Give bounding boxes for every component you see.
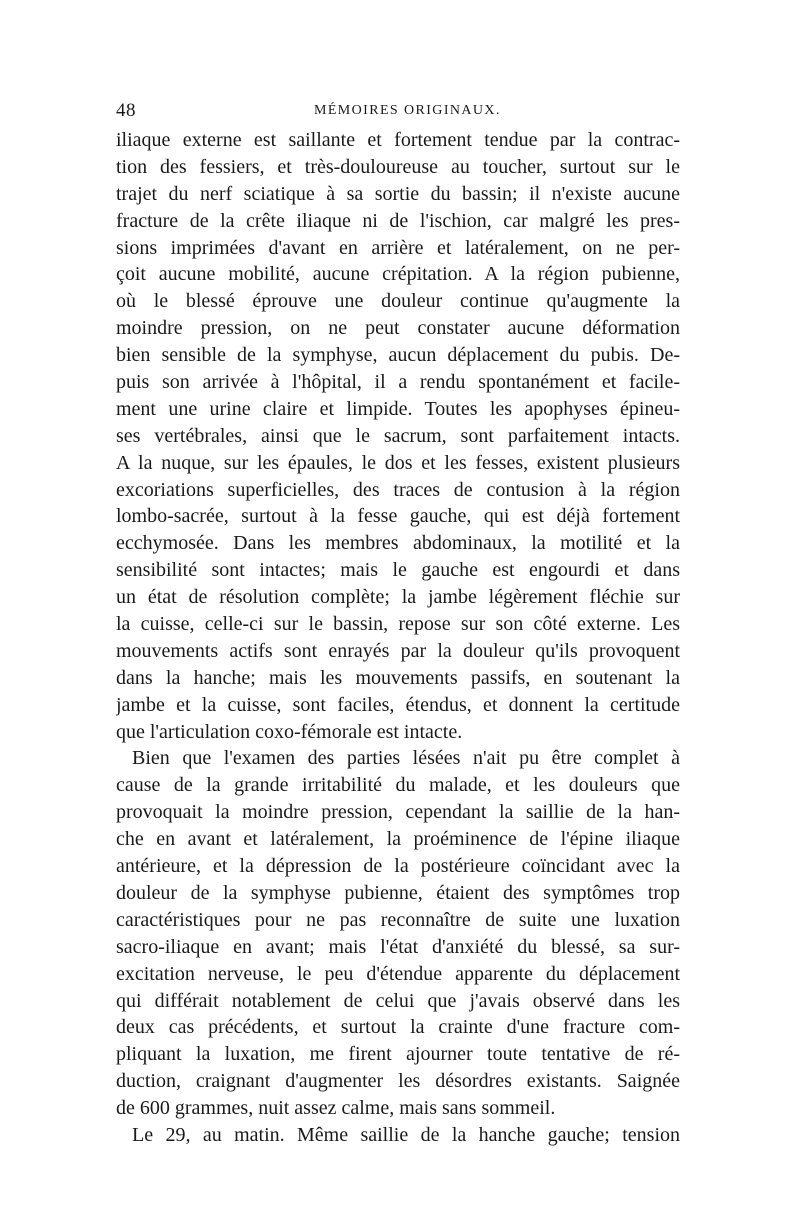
paragraph-start-line: Bien que l'examen des parties lésées n'ait pu être complet à — [132, 747, 680, 770]
text-line: mouvements actifs sont enrayés par la douleur qu'ils provoquent — [116, 639, 680, 662]
running-head: MÉMOIRES ORIGINAUX. — [314, 103, 501, 118]
text-line: che en avant et latéralement, la proéminence de l'épine iliaque — [116, 828, 680, 851]
text-line: excitation nerveuse, le peu d'étendue apparente du déplacement — [116, 962, 680, 985]
text-line: la cuisse, celle-ci sur le bassin, repose sur son côté externe. Les — [116, 613, 680, 636]
text-line: ment une urine claire et limpide. Toutes les apophyses épineu- — [116, 397, 680, 420]
text-line: tion des fessiers, et très-douloureuse au toucher, surtout sur le — [116, 155, 680, 178]
text-line: excoriations superficielles, des traces de contusion à la région — [116, 478, 680, 501]
text-line: où le blessé éprouve une douleur continue qu'augmente la — [116, 290, 680, 313]
text-line: sacro-iliaque en avant; mais l'état d'anxiété du blessé, sa sur- — [116, 935, 680, 958]
text-line: ecchymosée. Dans les membres abdominaux, la motilité et la — [116, 532, 680, 555]
text-line: antérieure, et la dépression de la postérieure coïncidant avec la — [116, 855, 680, 878]
text-line: cause de la grande irritabilité du malade, et les douleurs que — [116, 774, 680, 797]
text-line: lombo-sacrée, surtout à la fesse gauche, qui est déjà fortement — [116, 505, 680, 528]
text-line: pliquant la luxation, me firent ajourner toute tentative de ré- — [116, 1043, 680, 1066]
page-header — [116, 100, 680, 124]
text-line: çoit aucune mobilité, aucune crépitation. A la région pubienne, — [116, 263, 680, 286]
text-line: A la nuque, sur les épaules, le dos et les fesses, existent plusieurs — [116, 451, 680, 474]
text-line: un état de résolution complète; la jambe légèrement fléchie sur — [116, 586, 680, 609]
text-line: duction, craignant d'augmenter les désordres existants. Saignée — [116, 1070, 680, 1093]
text-line: caractéristiques pour ne pas reconnaître de suite une luxation — [116, 908, 680, 931]
text-line: fracture de la crête iliaque ni de l'ischion, car malgré les pres- — [116, 209, 680, 232]
text-line: ses vertébrales, ainsi que le sacrum, sont parfaitement intacts. — [116, 424, 680, 447]
text-line: douleur de la symphyse pubienne, étaient des symptômes trop — [116, 881, 680, 904]
paragraph-end-line: de 600 grammes, nuit assez calme, mais sans sommeil. — [116, 1097, 556, 1120]
text-line: deux cas précédents, et surtout la crainte d'une fracture com- — [116, 1016, 680, 1039]
text-line: iliaque externe est saillante et fortement tendue par la contrac- — [116, 129, 680, 151]
text-line: provoquait la moindre pression, cependant la saillie de la han- — [116, 801, 680, 824]
text-line: dans la hanche; mais les mouvements passifs, en soutenant la — [116, 666, 680, 689]
text-line: moindre pression, on ne peut constater aucune déformation — [116, 317, 680, 340]
text-line: bien sensible de la symphyse, aucun déplacement du pubis. De- — [116, 344, 680, 367]
page-number: 48 — [116, 100, 136, 121]
text-line: sensibilité sont intactes; mais le gauche est engourdi et dans — [116, 559, 680, 582]
paragraph-end-line: que l'articulation coxo-fémorale est intacte. — [116, 720, 463, 743]
text-line: puis son arrivée à l'hôpital, il a rendu spontanément et facile- — [116, 371, 680, 394]
paragraph-start-line: Le 29, au matin. Même saillie de la hanche gauche; tension — [132, 1123, 680, 1146]
text-line: sions imprimées d'avant en arrière et latéralement, on ne per- — [116, 236, 680, 259]
text-line: qui différait notablement de celui que j'avais observé dans les — [116, 989, 680, 1012]
body-text — [116, 127, 680, 1149]
text-line: jambe et la cuisse, sont faciles, étendus, et donnent la certitude — [116, 693, 680, 716]
text-line: trajet du nerf sciatique à sa sortie du bassin; il n'existe aucune — [116, 182, 680, 205]
